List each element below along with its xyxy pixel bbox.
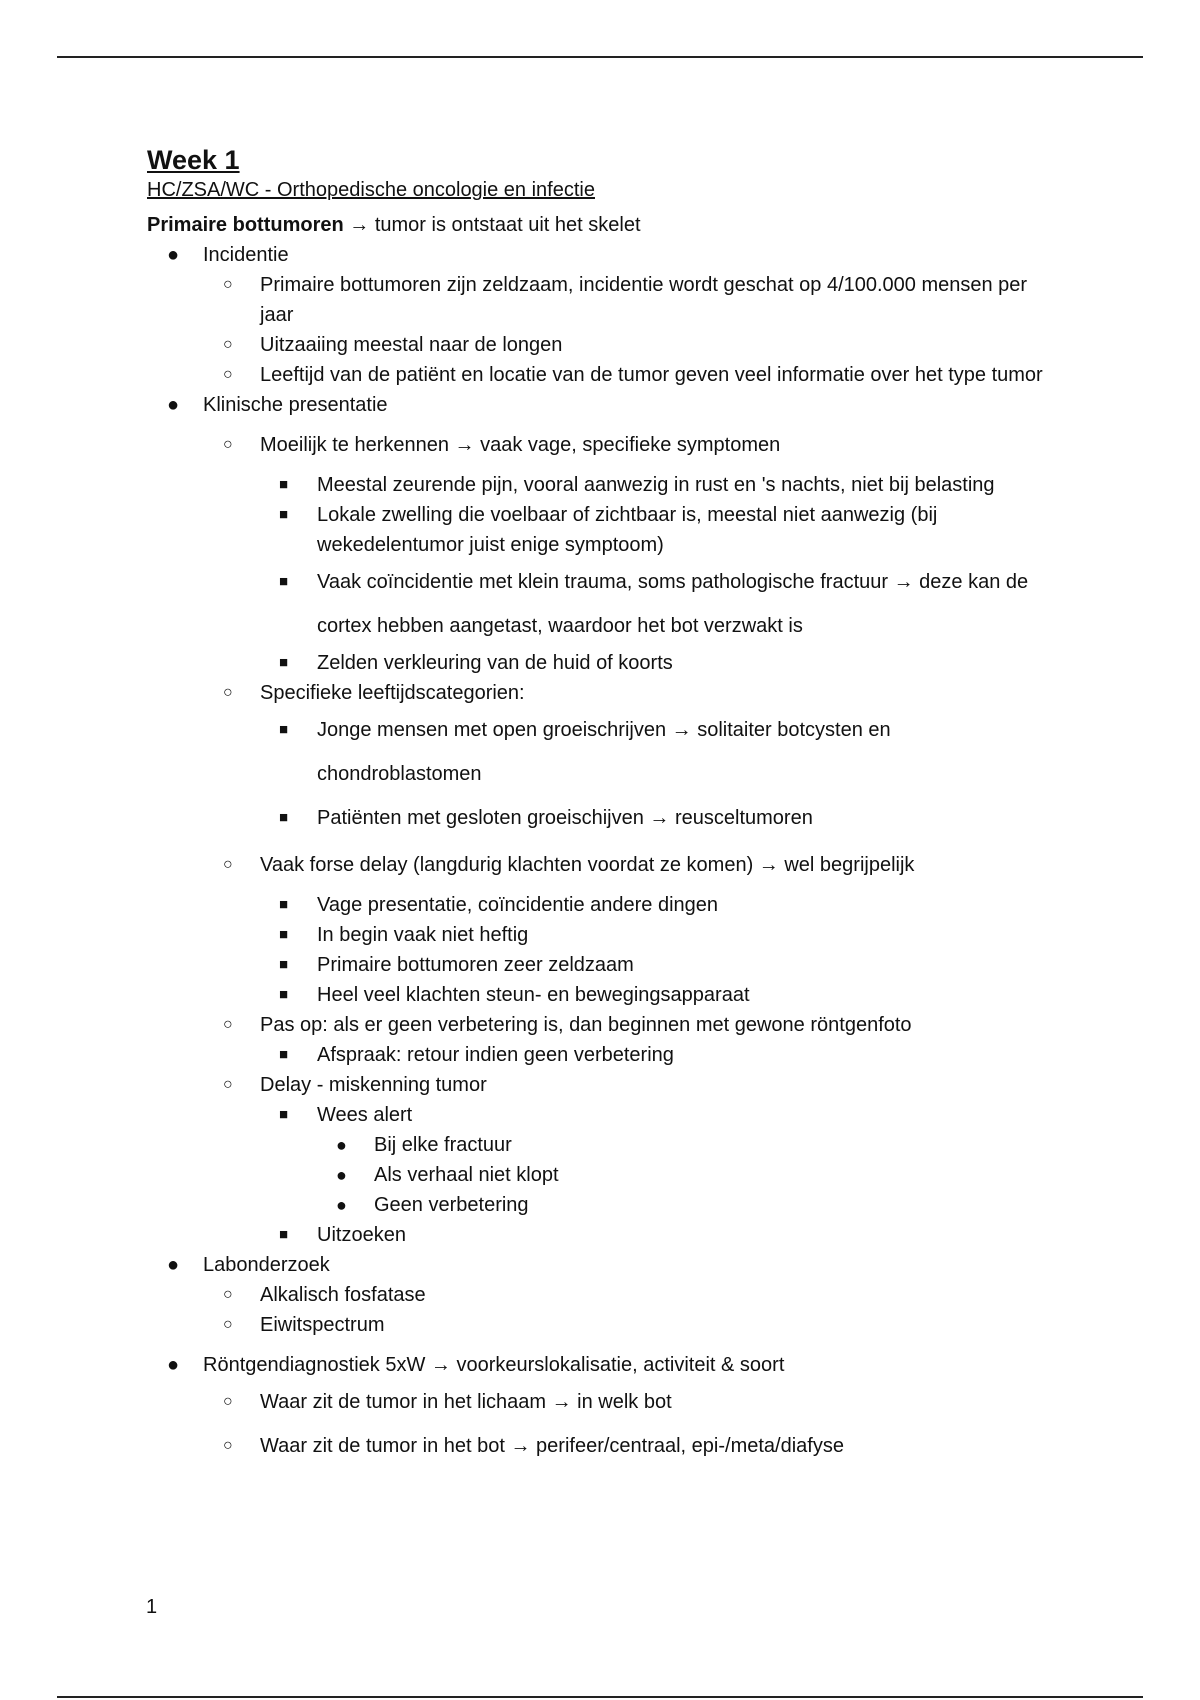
item-text: Lokale zwelling die voelbaar of zichtbaar is, meestal niet aanwezig (bij wekedelentumor juist enige symptoom) (317, 504, 938, 556)
list-item-wees-alert (260, 1100, 1047, 1220)
square-bullet-icon: ■ (279, 654, 289, 671)
list-item-delay (203, 850, 1047, 1010)
sub-sub-list (260, 470, 1047, 678)
list-item (260, 560, 1047, 648)
list-item (260, 890, 1047, 920)
item-label: Labonderzoek (203, 1254, 330, 1276)
bottom-rule (57, 1696, 1143, 1698)
bullet-icon: ● (167, 1254, 180, 1276)
item-label: Incidentie (203, 244, 289, 266)
circle-bullet-icon: ○ (223, 1316, 233, 1333)
item-label: Klinische presentatie (203, 394, 388, 416)
list-item (260, 1040, 1047, 1070)
item-text: Pas op: als er geen verbetering is, dan beginnen met gewone röntgenfoto (260, 1014, 912, 1036)
bullet-icon: ● (336, 1135, 347, 1155)
top-rule (57, 56, 1143, 58)
list-item (203, 1310, 1047, 1340)
square-bullet-icon: ■ (279, 986, 289, 1003)
square-bullet-icon: ■ (279, 573, 289, 590)
intro-line (147, 212, 1047, 238)
bullet-icon: ● (167, 394, 180, 416)
circle-bullet-icon: ○ (223, 366, 233, 383)
circle-bullet-icon: ○ (223, 1076, 233, 1093)
item-text: Zelden verkleuring van de huid of koorts (317, 652, 673, 674)
list-item (260, 470, 1047, 500)
item-text: Primaire bottumoren zeer zeldzaam (317, 954, 634, 976)
list-item-miskenning (203, 1070, 1047, 1250)
week-title: Week 1 (147, 145, 240, 175)
square-bullet-icon: ■ (279, 1046, 289, 1063)
item-text: In begin vaak niet heftig (317, 924, 529, 946)
list-item-pas-op (203, 1010, 1047, 1070)
list-item (317, 1190, 1047, 1220)
list-item (203, 270, 1047, 330)
item-text: Specifieke leeftijdscategorien: (260, 682, 525, 704)
circle-bullet-icon: ○ (223, 276, 233, 293)
item-text: Waar zit de tumor in het lichaam → in welk bot (260, 1391, 672, 1413)
list-item (260, 500, 1047, 560)
item-text: Uitzaaiing meestal naar de longen (260, 334, 563, 356)
sub-sub-list (260, 890, 1047, 1010)
intro-rest: → tumor is ontstaat uit het skelet (343, 214, 641, 236)
circle-bullet-icon: ○ (223, 856, 233, 873)
list-item (260, 1220, 1047, 1250)
sub-list (203, 1280, 1047, 1340)
sub-sub-sub-list (317, 1130, 1047, 1220)
square-bullet-icon: ■ (279, 476, 289, 493)
list-item-klinische-presentatie (147, 390, 1047, 1250)
intro-bold: Primaire bottumoren (147, 214, 344, 236)
page-number: 1 (146, 1596, 158, 1618)
circle-bullet-icon: ○ (223, 336, 233, 353)
list-item (317, 1160, 1047, 1190)
sub-sub-list (260, 1100, 1047, 1250)
list-item-labonderzoek (147, 1250, 1047, 1340)
square-bullet-icon: ■ (279, 1226, 289, 1243)
main-list (147, 240, 1047, 1468)
item-text: Meestal zeurende pijn, vooral aanwezig in rust en 's nachts, niet bij belasting (317, 474, 995, 496)
document-body (147, 143, 1047, 1468)
item-text: Moeilijk te herkennen → vaak vage, specifieke symptomen (260, 434, 781, 456)
item-text: Bij elke fractuur (374, 1134, 512, 1156)
list-item (260, 648, 1047, 678)
list-item (203, 1424, 1047, 1468)
item-text: Wees alert (317, 1104, 413, 1126)
item-text: Vaak coïncidentie met klein trauma, soms pathologische fractuur → deze kan de cortex hebben aangetast, waardoor het bot verzwakt is (317, 571, 1029, 637)
list-item-incidentie (147, 240, 1047, 390)
circle-bullet-icon: ○ (223, 436, 233, 453)
square-bullet-icon: ■ (279, 896, 289, 913)
subtitle: HC/ZSA/WC - Orthopedische oncologie en infectie (147, 179, 595, 201)
list-item (260, 796, 1047, 840)
circle-bullet-icon: ○ (223, 684, 233, 701)
circle-bullet-icon: ○ (223, 1437, 233, 1454)
list-item (203, 1380, 1047, 1424)
sub-list (203, 430, 1047, 1250)
list-item (203, 330, 1047, 360)
square-bullet-icon: ■ (279, 926, 289, 943)
square-bullet-icon: ■ (279, 809, 289, 826)
item-text: Eiwitspectrum (260, 1314, 385, 1336)
item-text: Patiënten met gesloten groeischijven → reusceltumoren (317, 807, 813, 829)
sub-list (203, 1380, 1047, 1468)
list-item-leeftijd (203, 678, 1047, 840)
square-bullet-icon: ■ (279, 721, 289, 738)
item-text: Als verhaal niet klopt (374, 1164, 559, 1186)
item-text: Heel veel klachten steun- en bewegingsapparaat (317, 984, 750, 1006)
square-bullet-icon: ■ (279, 956, 289, 973)
item-label: Röntgendiagnostiek 5xW → voorkeurslokalisatie, activiteit & soort (203, 1354, 785, 1376)
list-item (203, 360, 1047, 390)
item-text: Vaak forse delay (langdurig klachten voordat ze komen) → wel begrijpelijk (260, 854, 915, 876)
item-text: Uitzoeken (317, 1224, 406, 1246)
bullet-icon: ● (167, 1354, 180, 1376)
bullet-icon: ● (336, 1165, 347, 1185)
square-bullet-icon: ■ (279, 506, 289, 523)
item-text: Vage presentatie, coïncidentie andere dingen (317, 894, 719, 916)
list-item (260, 708, 1047, 796)
list-item-rontgendiagnostiek (147, 1350, 1047, 1468)
bullet-icon: ● (336, 1195, 347, 1215)
sub-list (203, 270, 1047, 390)
list-item (260, 950, 1047, 980)
sub-sub-list (260, 1040, 1047, 1070)
square-bullet-icon: ■ (279, 1106, 289, 1123)
bullet-icon: ● (167, 244, 180, 266)
circle-bullet-icon: ○ (223, 1016, 233, 1033)
circle-bullet-icon: ○ (223, 1393, 233, 1410)
item-text: Leeftijd van de patiënt en locatie van de tumor geven veel informatie over het type tumor (260, 364, 1043, 386)
list-item-moeilijk (203, 430, 1047, 678)
circle-bullet-icon: ○ (223, 1286, 233, 1303)
sub-sub-list (260, 708, 1047, 840)
item-text: Waar zit de tumor in het bot → perifeer/centraal, epi-/meta/diafyse (260, 1435, 844, 1457)
item-text: Alkalisch fosfatase (260, 1284, 426, 1306)
list-item (317, 1130, 1047, 1160)
item-text: Jonge mensen met open groeischrijven → solitaiter botcysten en chondroblastomen (317, 719, 891, 785)
item-text: Delay - miskenning tumor (260, 1074, 487, 1096)
item-text: Geen verbetering (374, 1194, 529, 1216)
list-item (260, 920, 1047, 950)
item-text: Primaire bottumoren zijn zeldzaam, incidentie wordt geschat op 4/100.000 mensen per jaar (260, 274, 1028, 326)
list-item (260, 980, 1047, 1010)
item-text: Afspraak: retour indien geen verbetering (317, 1044, 674, 1066)
list-item (203, 1280, 1047, 1310)
